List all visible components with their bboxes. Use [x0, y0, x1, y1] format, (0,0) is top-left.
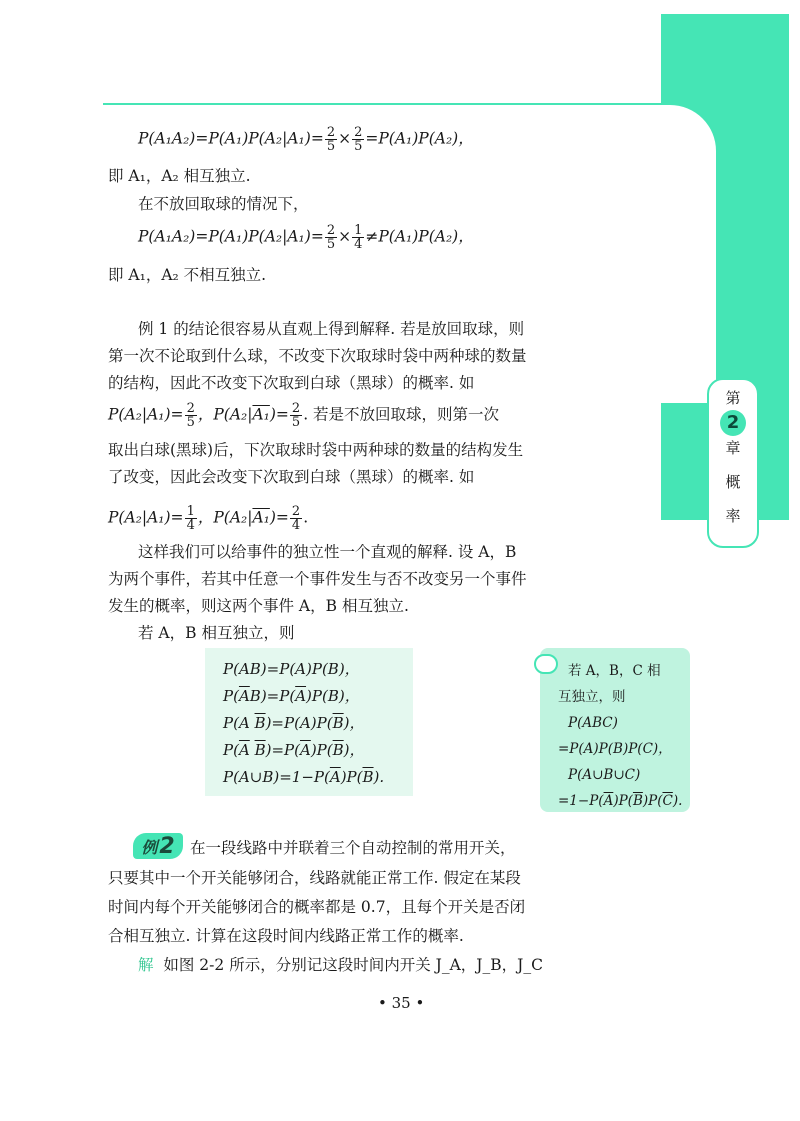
- note-line: $=1-P(\overline{A})P(\overline{B})P(\overline{C})$.: [558, 793, 683, 809]
- chapter-zhang: 章: [725, 439, 741, 457]
- equation-without-replacement: P(A₁A₂)=P(A₁)P(A₂|A₁)= $\frac{2}{5}$ × $\frac{1}{4}$ ≠P(A₁)P(A₂)，: [138, 223, 474, 252]
- paragraph-line: 了改变，因此会改变下次取到白球（黑球）的概率. 如: [108, 468, 475, 486]
- paragraph-line: 的结构，因此不改变下次取到白球（黑球）的概率. 如: [108, 374, 475, 392]
- header-rule-curve: [660, 103, 718, 403]
- text-no-replacement: 在不放回取球的情况下，: [138, 195, 309, 213]
- formula-row: $P(\overline{A}B)=P(\overline{A})P(B)$，: [223, 687, 360, 705]
- text-independent: 即 A₁，A₂ 相互独立.: [108, 167, 251, 185]
- paragraph-line: 第一次不论取到什么球，不改变下次取球时袋中两种球的数量: [108, 347, 527, 365]
- paragraph-line: 这样我们可以给事件的独立性一个直观的解释. 设 A，B: [138, 543, 517, 561]
- formula-row: $P(\overline{A}$ $\overline{B})=P(\overline{A})P(\overline{B})$，: [223, 741, 365, 759]
- independence-formula-box: [205, 648, 413, 796]
- paragraph-line-formula: P(A₂|A₁)= $\frac{2}{5}$ ，P(A₂|A₁)= $\frac{2}{5}$ . 若是不放回取球，则第一次: [108, 401, 500, 430]
- paragraph-line: 例 1 的结论很容易从直观上得到解释. 若是放回取球，则: [138, 320, 525, 338]
- chapter-tab: [707, 378, 759, 548]
- note-line: 互独立，则: [558, 689, 626, 705]
- paragraph-line: 发生的概率，则这两个事件 A，B 相互独立.: [108, 597, 409, 615]
- note-line: =P(A)P(B)P(C)，: [558, 741, 672, 757]
- example-line: 在一段线路中并联着三个自动控制的常用开关，: [190, 839, 516, 857]
- note-line: P(ABC): [568, 715, 618, 731]
- speech-bubble-icon: [534, 654, 558, 674]
- example-line: 时间内每个开关能够闭合的概率都是 0.7，且每个开关是否闭: [108, 898, 526, 916]
- paragraph-line: 若 A，B 相互独立，则: [138, 624, 295, 642]
- formula-row: P(A $\overline{B})=P(A)P(\overline{B})$，: [223, 714, 365, 732]
- example-line: 合相互独立. 计算在这段时间内线路正常工作的概率.: [108, 927, 464, 945]
- paragraph-line: 取出白球(黑球)后，下次取球时袋中两种球的数量的结构发生: [108, 441, 524, 459]
- note-line: P(A∪B∪C): [568, 767, 641, 783]
- chapter-di: 第: [725, 389, 741, 407]
- solution-line: 解 如图 2-2 所示，分别记这段时间内开关 J_A，J_B，J_C: [138, 956, 543, 974]
- paragraph-line-formula: P(A₂|A₁)= $\frac{1}{4}$ ，P(A₂|A₁)= $\frac{2}{4}$ .: [108, 504, 309, 533]
- header-rule: [103, 103, 661, 105]
- chapter-number: 2: [720, 410, 746, 436]
- formula-row: $P(A\cup B)=1-P(\overline{A})P(\overline{B})$.: [223, 768, 385, 786]
- solution-label: 解: [138, 956, 154, 974]
- note-line: 若 A，B，C 相: [568, 663, 661, 679]
- paragraph-line: 为两个事件，若其中任意一个事件发生与否不改变另一个事件: [108, 570, 527, 588]
- chapter-title-1: 概: [725, 473, 741, 491]
- equation-with-replacement: P(A₁A₂)=P(A₁)P(A₂|A₁)= $\frac{2}{5}$ × $\frac{2}{5}$ =P(A₁)P(A₂)，: [138, 125, 474, 154]
- text-not-independent: 即 A₁，A₂ 不相互独立.: [108, 266, 267, 284]
- chapter-title-2: 率: [725, 507, 741, 525]
- sidebar-note: [540, 648, 690, 812]
- example-line: 只要其中一个开关能够闭合，线路就能正常工作. 假定在某段: [108, 869, 521, 887]
- formula-row: P(AB)=P(A)P(B)，: [223, 660, 360, 678]
- page-number: • 35 •: [378, 994, 425, 1012]
- example-badge: 例 2: [133, 833, 183, 859]
